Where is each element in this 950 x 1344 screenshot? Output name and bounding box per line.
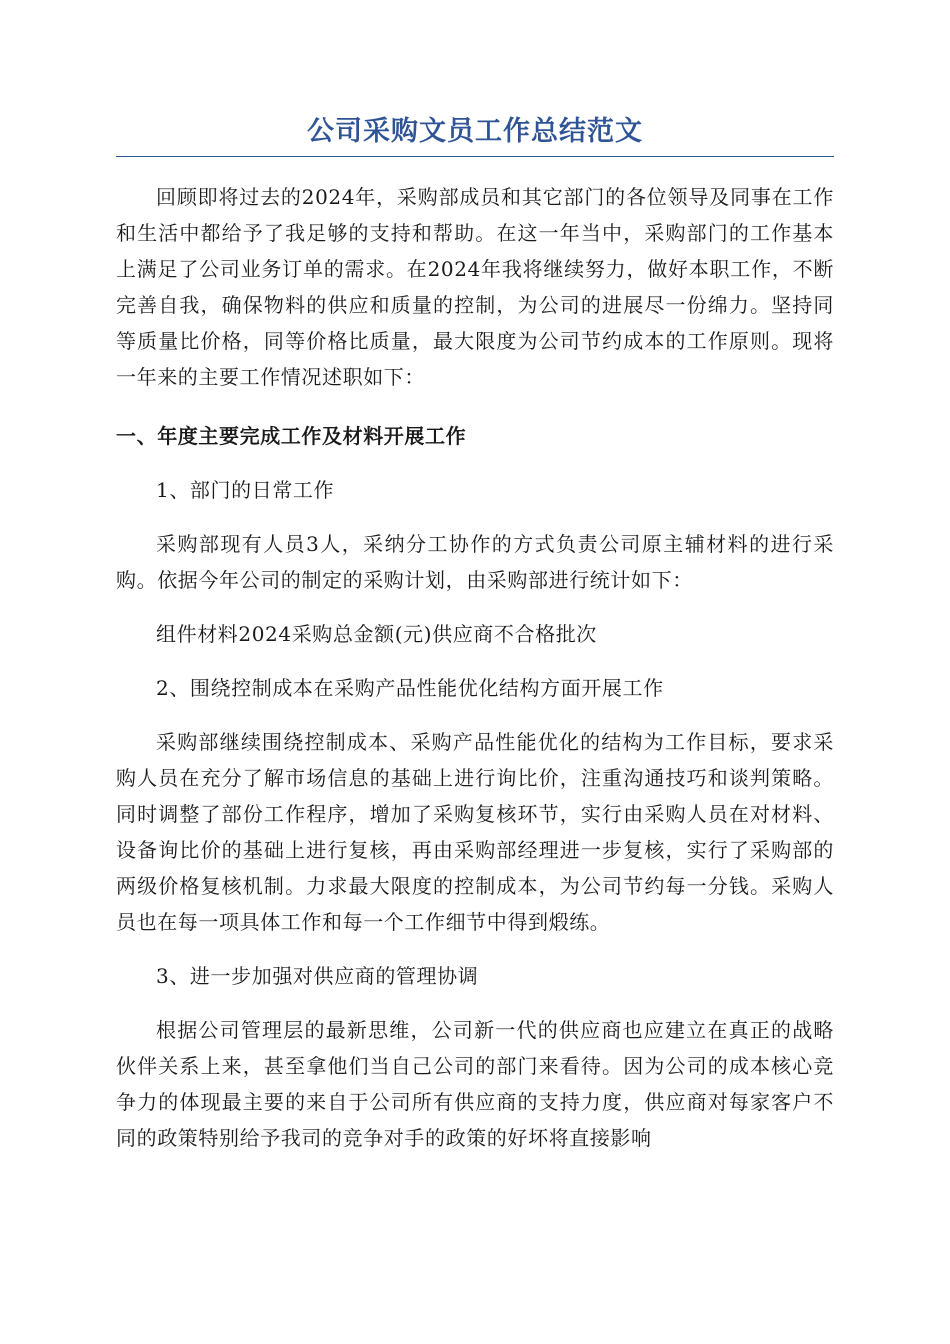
section-heading-1: 一、年度主要完成工作及材料开展工作	[116, 424, 467, 448]
document-title: 公司采购文员工作总结范文	[116, 110, 834, 157]
subsection-title-1: 1、部门的日常工作	[156, 478, 335, 502]
subsection-body-3: 根据公司管理层的最新思维，公司新一代的供应商也应建立在真正的战略伙伴关系上来，甚至拿他们当自己公司的部门来看待。因为公司的成本核心竞争力的体现最主要的来自于公司所有供应商的支持力度，供应商对每家客户不同的政策特别给予我司的竞争对手的政策的好坏将直接影响	[116, 1018, 834, 1150]
subsection-title-3: 3、进一步加强对供应商的管理协调	[156, 964, 479, 988]
subsection-body-2: 采购部继续围绕控制成本、采购产品性能优化的结构为工作目标，要求采购人员在充分了解市场信息的基础上进行询比价，注重沟通技巧和谈判策略。同时调整了部份工作程序，增加了采购复核环节，实行由采购人员在对材料、设备询比价的基础上进行复核，再由采购部经理进一步复核，实行了采购部的两级价格复核机制。力求最大限度的控制成本，为公司节约每一分钱。采购人员也在每一项具体工作和每一个工作细节中得到煅练。	[116, 730, 834, 934]
table-summary-line: 组件材料2024采购总金额(元)供应商不合格批次	[156, 622, 597, 646]
document-page	[116, 110, 834, 1156]
subsection-title-2: 2、围绕控制成本在采购产品性能优化结构方面开展工作	[156, 676, 664, 700]
intro-paragraph: 回顾即将过去的2024年，采购部成员和其它部门的各位领导及同事在工作和生活中都给予了我足够的支持和帮助。在这一年当中，采购部门的工作基本上满足了公司业务订单的需求。在2024年我将继续努力，做好本职工作，不断完善自我，确保物料的供应和质量的控制，为公司的进展尽一份绵力。坚持同等质量比价格，同等价格比质量，最大限度为公司节约成本的工作原则。现将一年来的主要工作情况述职如下：	[116, 185, 834, 389]
subsection-body-1: 采购部现有人员3人，采纳分工协作的方式负责公司原主辅材料的进行采购。依据今年公司的制定的采购计划，由采购部进行统计如下：	[116, 532, 834, 592]
